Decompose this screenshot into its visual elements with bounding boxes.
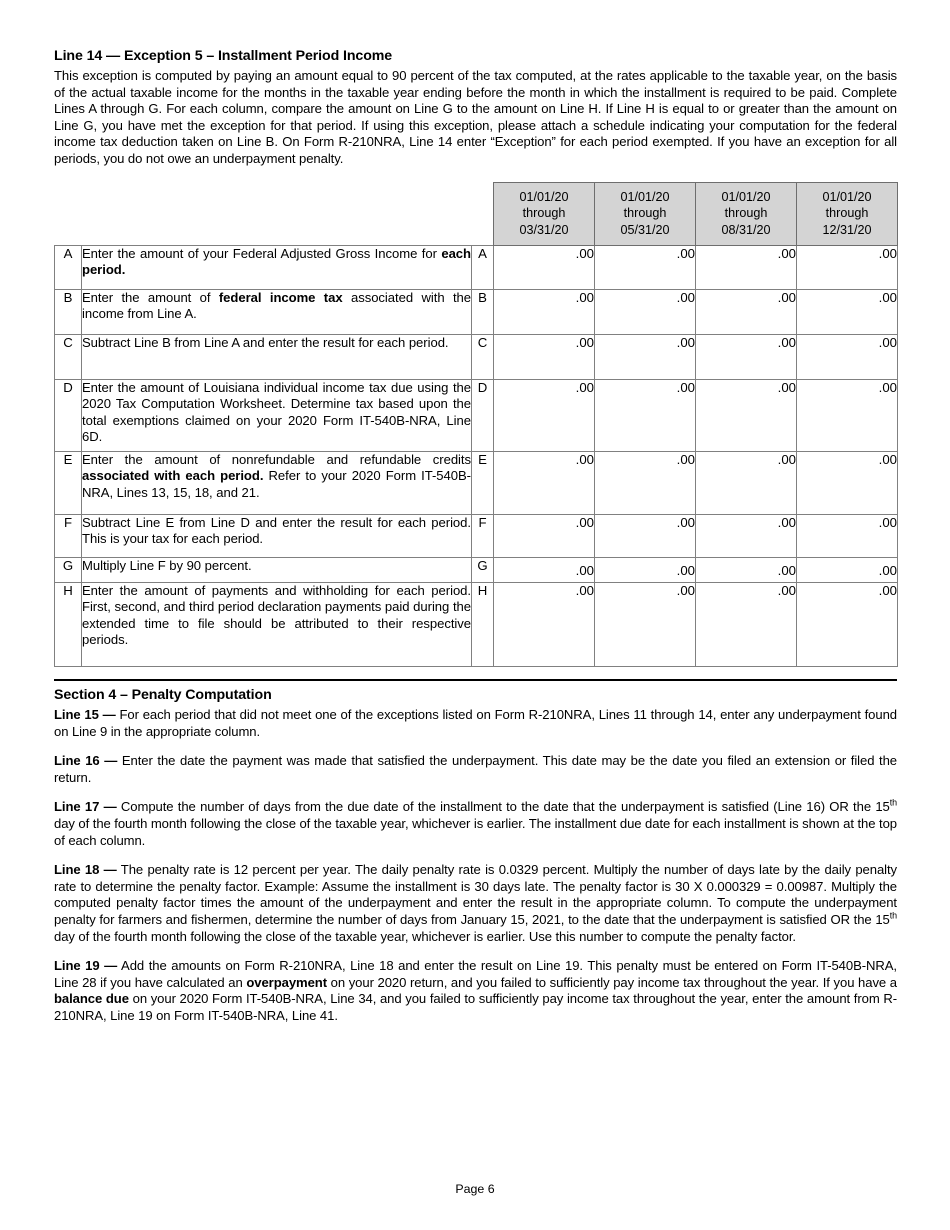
table-row: [55, 583, 898, 667]
section-divider: [54, 679, 897, 681]
row-letter-left-e: E: [55, 452, 82, 515]
row-letter-right-d: D: [472, 380, 494, 452]
column-header-period-1: [494, 182, 595, 246]
row-letter-left-h: H: [55, 583, 82, 667]
line-18-paragraph: Line 18 — The penalty rate is 12 percent per year. The daily penalty rate is 0.0329 percent. Multiply the number of days late by the daily penalty rate to determine the penalty factor. Example: Assume the installment is 30 days late. The penalty factor is 30 X 0.000329 = 0.00987. Multiply the computed penalty factor times the amount of the underpayment and enter the result in the appropriate column. To compute the underpayment penalty for farmers and fishermen, determine the number of days from January 15, 2021, to the date that the underpayment is satisfied OR the 15th day of the fourth month following the close of the taxable year, whichever is earlier. Use this number to compute the penalty factor.: [54, 862, 898, 944]
column-header-period-3: [696, 182, 797, 246]
row-letter-right-e: E: [472, 452, 494, 515]
header-spacer-desc: [82, 182, 472, 246]
amount-field-c-4[interactable]: .00: [797, 335, 898, 380]
amount-field-d-4[interactable]: .00: [797, 380, 898, 452]
line-15-paragraph: Line 15 — For each period that did not meet one of the exceptions listed on Form R-210NRA, Lines 11 through 14, enter any underpayment found on Line 9 in the appropriate column.: [54, 707, 897, 739]
period-4-through: through: [825, 206, 869, 221]
table-row: [55, 246, 898, 290]
amount-field-g-3[interactable]: .00: [696, 558, 797, 583]
amount-field-b-3[interactable]: .00: [696, 290, 797, 335]
line-16-paragraph: Line 16 — Enter the date the payment was made that satisfied the underpayment. This date may be the date you filed an extension or filed the return.: [54, 753, 898, 785]
amount-field-c-3[interactable]: .00: [696, 335, 797, 380]
table-row: [55, 452, 898, 515]
page-footer: Page 6: [455, 1182, 495, 1196]
amount-field-e-4[interactable]: .00: [797, 452, 898, 515]
row-letter-left-g: G: [55, 558, 82, 583]
header-spacer-left: [55, 182, 82, 246]
installment-period-income-table-wrap: [54, 182, 897, 668]
amount-field-a-1[interactable]: .00: [494, 246, 595, 290]
amount-field-f-3[interactable]: .00: [696, 515, 797, 558]
amount-field-e-2[interactable]: .00: [595, 452, 696, 515]
column-header-period-2: [595, 182, 696, 246]
row-letter-left-c: C: [55, 335, 82, 380]
period-4-start: 01/01/20: [822, 189, 872, 204]
period-2-end: 05/31/20: [620, 222, 670, 237]
period-2-start: 01/01/20: [620, 189, 670, 204]
period-3-start: 01/01/20: [721, 189, 771, 204]
row-description-b: Enter the amount of federal income tax associated with the income from Line A.: [82, 290, 472, 335]
row-description-d: Enter the amount of Louisiana individual income tax due using the 2020 Tax Computation Worksheet. Determine tax based upon the total exemptions claimed on your 2020 Form IT-540B-NRA, Line 6D.: [82, 380, 472, 452]
row-description-h: Enter the amount of payments and withholding for each period. First, second, and third period declaration payments paid during the extended time to file should be attributed to their respective periods.: [82, 583, 472, 667]
row-letter-right-g: G: [472, 558, 494, 583]
installment-period-income-table: [54, 182, 898, 668]
header-spacer-letter: [472, 182, 494, 246]
table-row: [55, 290, 898, 335]
table-header-row: [55, 182, 898, 246]
table-row: [55, 380, 898, 452]
table-row: [55, 558, 898, 583]
amount-field-b-1[interactable]: .00: [494, 290, 595, 335]
period-3-through: through: [724, 206, 768, 221]
page-title: Line 14 — Exception 5 – Installment Period Income: [54, 48, 393, 64]
row-letter-right-b: B: [472, 290, 494, 335]
row-letter-right-a: A: [472, 246, 494, 290]
amount-field-f-1[interactable]: .00: [494, 515, 595, 558]
amount-field-c-1[interactable]: .00: [494, 335, 595, 380]
period-2-through: through: [623, 206, 667, 221]
row-description-c: Subtract Line B from Line A and enter the result for each period.: [82, 335, 472, 380]
period-3-end: 08/31/20: [721, 222, 771, 237]
amount-field-f-4[interactable]: .00: [797, 515, 898, 558]
column-header-period-4: [797, 182, 898, 246]
table-body: [55, 182, 898, 667]
period-1-start: 01/01/20: [519, 189, 569, 204]
amount-field-e-1[interactable]: .00: [494, 452, 595, 515]
row-letter-right-c: C: [472, 335, 494, 380]
row-description-a: Enter the amount of your Federal Adjusted Gross Income for each period.: [82, 246, 472, 290]
section-4-heading: Section 4 – Penalty Computation: [54, 687, 272, 704]
amount-field-a-3[interactable]: .00: [696, 246, 797, 290]
intro-paragraph: This exception is computed by paying an amount equal to 90 percent of the tax computed, at the rates applicable to the taxable year, on the basis of the actual taxable income for the months in the taxable year ending before the month in which the installment is required to be paid. Complete Lines A through G. For each column, compare the amount on Line G to the amount on Line H. If Line H is equal to or greater than the amount on Line G, you have met the exception for that period. If using this exception, please attach a schedule indicating your computation for the federal income tax deduction taken on Line B. On Form R-210NRA, Line 14 enter “Exception” for each period exempted. If you have an exception for all periods, you do not owe an underpayment penalty.: [54, 68, 897, 166]
amount-field-a-4[interactable]: .00: [797, 246, 898, 290]
amount-field-h-4[interactable]: .00: [797, 583, 898, 667]
line-17-paragraph: Line 17 — Compute the number of days from the due date of the installment to the date that the underpayment is satisfied (Line 16) OR the 15th day of the fourth month following the close of the taxable year, whichever is earlier. The installment due date for each installment is shown at the top of each column.: [54, 798, 897, 848]
amount-field-d-3[interactable]: .00: [696, 380, 797, 452]
amount-field-g-1[interactable]: .00: [494, 558, 595, 583]
amount-field-a-2[interactable]: .00: [595, 246, 696, 290]
amount-field-b-2[interactable]: .00: [595, 290, 696, 335]
row-letter-left-f: F: [55, 515, 82, 558]
line-19-paragraph: Line 19 — Add the amounts on Form R-210NRA, Line 18 and enter the result on Line 19. This penalty must be entered on Form IT-540B-NRA, Line 28 if you have calculated an overpayment on your 2020 return, and you failed to sufficiently pay income tax throughout the year. If you have a balance due on your 2020 Form IT-540B-NRA, Line 34, and you failed to sufficiently pay income tax throughout the year, enter the amount from R-210NRA, Line 19 on Form IT-540B-NRA, Line 41.: [54, 958, 897, 1023]
amount-field-d-1[interactable]: .00: [494, 380, 595, 452]
row-description-g: Multiply Line F by 90 percent.: [82, 558, 472, 583]
amount-field-h-3[interactable]: .00: [696, 583, 797, 667]
amount-field-d-2[interactable]: .00: [595, 380, 696, 452]
amount-field-e-3[interactable]: .00: [696, 452, 797, 515]
row-description-e: Enter the amount of nonrefundable and refundable credits associated with each period. Refer to your 2020 Form IT-540B-NRA, Lines 13, 15, 18, and 21.: [82, 452, 472, 515]
row-letter-right-h: H: [472, 583, 494, 667]
period-1-end: 03/31/20: [519, 222, 569, 237]
row-letter-left-d: D: [55, 380, 82, 452]
amount-field-g-2[interactable]: .00: [595, 558, 696, 583]
period-4-end: 12/31/20: [822, 222, 872, 237]
row-letter-left-a: A: [55, 246, 82, 290]
table-row: [55, 335, 898, 380]
row-description-f: Subtract Line E from Line D and enter the result for each period. This is your tax for each period.: [82, 515, 472, 558]
row-letter-right-f: F: [472, 515, 494, 558]
amount-field-h-1[interactable]: .00: [494, 583, 595, 667]
document-page: [54, 48, 897, 1025]
table-row: [55, 515, 898, 558]
amount-field-c-2[interactable]: .00: [595, 335, 696, 380]
row-letter-left-b: B: [55, 290, 82, 335]
period-1-through: through: [522, 206, 566, 221]
amount-field-g-4[interactable]: .00: [797, 558, 898, 583]
amount-field-h-2[interactable]: .00: [595, 583, 696, 667]
amount-field-b-4[interactable]: .00: [797, 290, 898, 335]
amount-field-f-2[interactable]: .00: [595, 515, 696, 558]
